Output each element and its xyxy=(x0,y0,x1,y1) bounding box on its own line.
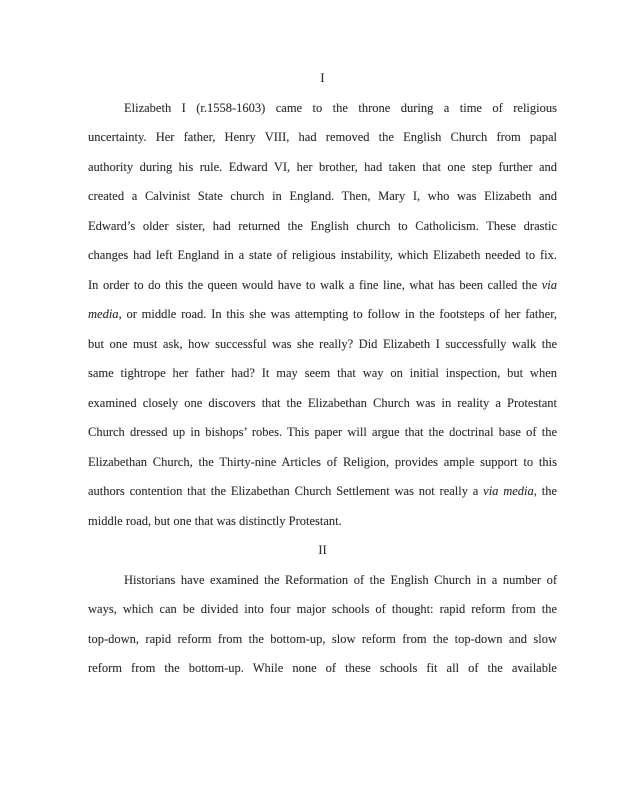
text-line xyxy=(88,389,557,419)
text-line xyxy=(88,507,557,537)
text-line xyxy=(88,477,557,507)
text-line xyxy=(88,566,557,596)
text-line xyxy=(88,418,557,448)
section-heading: II xyxy=(318,543,327,557)
text-line xyxy=(88,448,557,478)
text-segment: examined closely one discovers that the Elizabethan Church was in reality a Protestant xyxy=(88,395,557,410)
text-line xyxy=(88,359,557,389)
text-line xyxy=(88,212,557,242)
text-segment: Edward’s older sister, had returned the English church to Catholicism. These drastic xyxy=(88,218,557,233)
text-line xyxy=(88,595,557,625)
text-segment: reform from the bottom-up. While none of these schools fit all of the available xyxy=(88,661,557,675)
italic-text-segment: via xyxy=(541,277,557,292)
text-line xyxy=(88,153,557,183)
text-line xyxy=(88,625,557,655)
italic-text-segment: via media xyxy=(483,484,534,498)
text-segment: uncertainty. Her father, Henry VIII, had removed the English Church from papal xyxy=(88,130,557,144)
section-heading: I xyxy=(320,71,325,85)
text-segment: authors contention that the Elizabethan Church Settlement was not really a xyxy=(88,484,484,498)
text-segment: In order to do this the queen would have to walk a fine line, what has been called the xyxy=(88,277,542,292)
text-line xyxy=(88,123,557,153)
text-line xyxy=(88,300,557,330)
text-segment: same tightrope her father had? It may seem that way on initial inspection, but when xyxy=(88,366,557,380)
text-segment: but one must ask, how successful was she really? Did Elizabeth I successfully walk the xyxy=(88,336,557,351)
text-segment: , or middle road. In this she was attempting to follow in the footsteps of her father, xyxy=(118,307,557,321)
text-segment: created a Calvinist State church in England. Then, Mary I, who was Elizabeth and xyxy=(88,189,557,203)
document-content xyxy=(88,64,557,684)
text-segment: Historians have examined the Reformation of the English Church in a number of xyxy=(124,572,557,587)
text-segment: Church dressed up in bishops’ robes. This paper will argue that the doctrinal base of the xyxy=(88,425,557,439)
text-segment: changes had left England in a state of religious instability, which Elizabeth needed to fix. xyxy=(88,248,557,262)
text-line xyxy=(88,654,557,684)
text-line xyxy=(88,271,557,301)
text-segment: Elizabeth I (r.1558-1603) came to the throne during a time of religious xyxy=(124,100,557,115)
text-segment: ways, which can be divided into four major schools of thought: rapid reform from the xyxy=(88,602,557,616)
italic-text-segment: media xyxy=(88,307,119,321)
text-segment: top-down, rapid reform from the bottom-up, slow reform from the top-down and slow xyxy=(88,631,557,646)
text-segment: middle road, but one that was distinctly Protestant. xyxy=(88,513,342,528)
text-segment: , the xyxy=(533,484,557,498)
text-segment: authority during his rule. Edward VI, her brother, had taken that one step further and xyxy=(88,159,557,174)
text-line xyxy=(88,241,557,271)
text-line xyxy=(88,94,557,124)
text-line xyxy=(88,330,557,360)
text-line xyxy=(88,182,557,212)
text-segment: Elizabethan Church, the Thirty-nine Articles of Religion, provides ample support to this xyxy=(88,454,557,469)
